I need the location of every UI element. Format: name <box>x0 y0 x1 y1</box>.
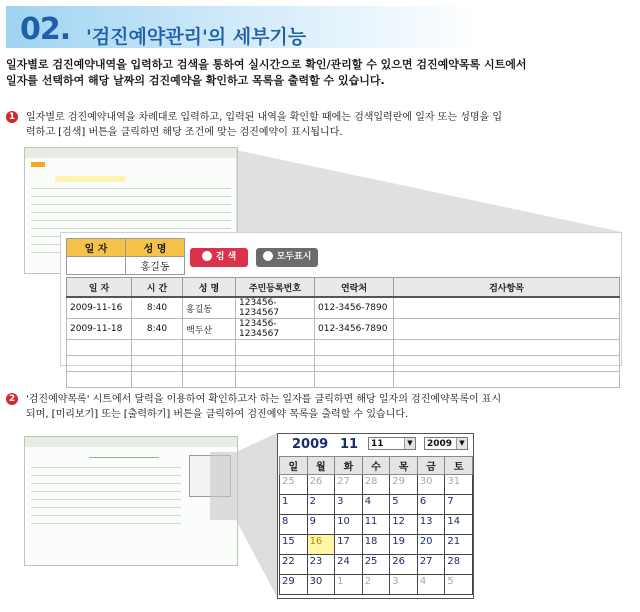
calendar-week <box>280 535 473 555</box>
calendar-day[interactable]: 12 <box>390 515 418 535</box>
calendar-day[interactable]: 6 <box>417 495 445 515</box>
table-cell: 123456-1234567 <box>236 297 315 319</box>
step-1-line-1: 일자별로 검진예약내역을 차례대로 입력하고, 입력된 내역을 확인할 때에는 검색입력란에 일자 또는 성명을 입 <box>26 112 503 123</box>
step-2-number-badge: 2 <box>6 393 18 405</box>
calendar-day[interactable]: 16 <box>307 535 335 555</box>
calendar-day[interactable]: 23 <box>307 555 335 575</box>
col-header-name: 성 명 <box>183 278 236 298</box>
table-cell: 백두산 <box>183 319 236 340</box>
step-1-line-2: 력하고 [검색] 버튼을 클릭하면 해당 조건에 맞는 검진예약이 표시됩니다. <box>26 127 343 138</box>
calendar-day[interactable]: 3 <box>390 575 418 595</box>
calendar-grid <box>279 456 473 595</box>
calendar-day[interactable]: 7 <box>445 495 473 515</box>
calendar-day[interactable]: 1 <box>335 575 363 595</box>
calendar-day[interactable]: 4 <box>362 495 390 515</box>
col-header-contact: 연락처 <box>315 278 394 298</box>
table-cell: 012-3456-7890 <box>315 319 394 340</box>
calendar-day[interactable]: 3 <box>335 495 363 515</box>
month-select-value: 11 <box>371 439 384 449</box>
calendar-day[interactable]: 15 <box>280 535 308 555</box>
table-cell: 8:40 <box>132 297 183 319</box>
table-cell: 홍길동 <box>183 297 236 319</box>
calendar-day[interactable]: 17 <box>335 535 363 555</box>
table-cell: 2009-11-16 <box>67 297 132 319</box>
calendar-day[interactable]: 11 <box>362 515 390 535</box>
date-label: 일 자 <box>67 239 126 257</box>
calendar-day[interactable]: 22 <box>280 555 308 575</box>
calendar-day[interactable]: 1 <box>280 495 308 515</box>
year-select[interactable] <box>424 437 468 450</box>
month-select[interactable] <box>368 437 416 450</box>
weekday-header: 목 <box>390 457 418 475</box>
weekday-header: 수 <box>362 457 390 475</box>
calendar-day[interactable]: 8 <box>280 515 308 535</box>
chevron-down-icon: ▼ <box>456 438 467 449</box>
calendar-day[interactable]: 26 <box>307 475 335 495</box>
calendar-day[interactable]: 26 <box>390 555 418 575</box>
intro-line-1: 일자별로 검진예약내역을 입력하고 검색을 통하여 실시간으로 확인/관리할 수 있으면 검진예약목록 시트에서 <box>6 58 527 71</box>
calendar-day[interactable]: 9 <box>307 515 335 535</box>
calendar-week <box>280 575 473 595</box>
section-number: 02. <box>20 12 71 47</box>
calendar-day[interactable]: 31 <box>445 475 473 495</box>
calendar-widget <box>277 433 474 599</box>
calendar-day[interactable]: 2 <box>362 575 390 595</box>
calendar-day[interactable]: 10 <box>335 515 363 535</box>
section-title: '검진예약관리'의 세부기능 <box>86 26 307 48</box>
table-cell: 8:40 <box>132 319 183 340</box>
search-button-label: 검 색 <box>215 252 237 262</box>
calendar-year: 2009 <box>292 437 329 452</box>
year-select-value: 2009 <box>427 439 453 449</box>
name-label: 성 명 <box>126 239 185 257</box>
show-all-button-label: 모두표시 <box>276 252 312 262</box>
calendar-week <box>280 555 473 575</box>
weekday-header: 금 <box>417 457 445 475</box>
step-2-line-1: '검진예약목록' 시트에서 달력을 이용하여 확인하고자 하는 일자를 클릭하면 해당 일자의 검진예약목록이 표시 <box>26 394 502 405</box>
intro-line-2: 일자를 선택하여 해당 날짜의 검진예약을 확인하고 목록을 출력할 수 있습니다. <box>6 74 385 87</box>
calendar-header <box>278 434 473 454</box>
col-header-items: 검사항목 <box>394 278 620 298</box>
calendar-day[interactable]: 24 <box>335 555 363 575</box>
calendar-day[interactable]: 2 <box>307 495 335 515</box>
calendar-day[interactable]: 27 <box>417 555 445 575</box>
calendar-day[interactable]: 5 <box>445 575 473 595</box>
col-header-rrn: 주민등록번호 <box>236 278 315 298</box>
chevron-down-icon: ▼ <box>404 438 415 449</box>
step-1-number-badge: 1 <box>6 111 18 123</box>
col-header-date: 일 자 <box>67 278 132 298</box>
calendar-day[interactable]: 29 <box>390 475 418 495</box>
calendar-week <box>280 475 473 495</box>
calendar-day[interactable]: 27 <box>335 475 363 495</box>
table-cell: 012-3456-7890 <box>315 297 394 319</box>
calendar-day[interactable]: 18 <box>362 535 390 555</box>
calendar-day[interactable]: 21 <box>445 535 473 555</box>
calendar-day[interactable]: 19 <box>390 535 418 555</box>
calendar-day[interactable]: 30 <box>417 475 445 495</box>
name-search-input[interactable]: 홍길동 <box>126 257 185 275</box>
table-cell: 123456-1234567 <box>236 319 315 340</box>
calendar-day[interactable]: 25 <box>362 555 390 575</box>
calendar-day[interactable]: 28 <box>445 555 473 575</box>
calendar-day[interactable]: 28 <box>362 475 390 495</box>
col-header-time: 시 간 <box>132 278 183 298</box>
calendar-day[interactable]: 29 <box>280 575 308 595</box>
calendar-day[interactable]: 14 <box>445 515 473 535</box>
calendar-week <box>280 515 473 535</box>
calendar-day[interactable]: 5 <box>390 495 418 515</box>
calendar-week <box>280 495 473 515</box>
step-2-line-2: 되며, [미리보기] 또는 [출력하기] 버튼을 클릭하여 검진예약 목록을 출력할 수 있습니다. <box>26 409 409 420</box>
calendar-day[interactable]: 25 <box>280 475 308 495</box>
weekday-header: 월 <box>307 457 335 475</box>
table-cell: 2009-11-18 <box>67 319 132 340</box>
calendar-day[interactable]: 13 <box>417 515 445 535</box>
weekday-header: 화 <box>335 457 363 475</box>
weekday-header: 토 <box>445 457 473 475</box>
calendar-day[interactable]: 30 <box>307 575 335 595</box>
calendar-day[interactable]: 4 <box>417 575 445 595</box>
weekday-header: 일 <box>280 457 308 475</box>
calendar-month: 11 <box>340 437 359 452</box>
calendar-day[interactable]: 20 <box>417 535 445 555</box>
